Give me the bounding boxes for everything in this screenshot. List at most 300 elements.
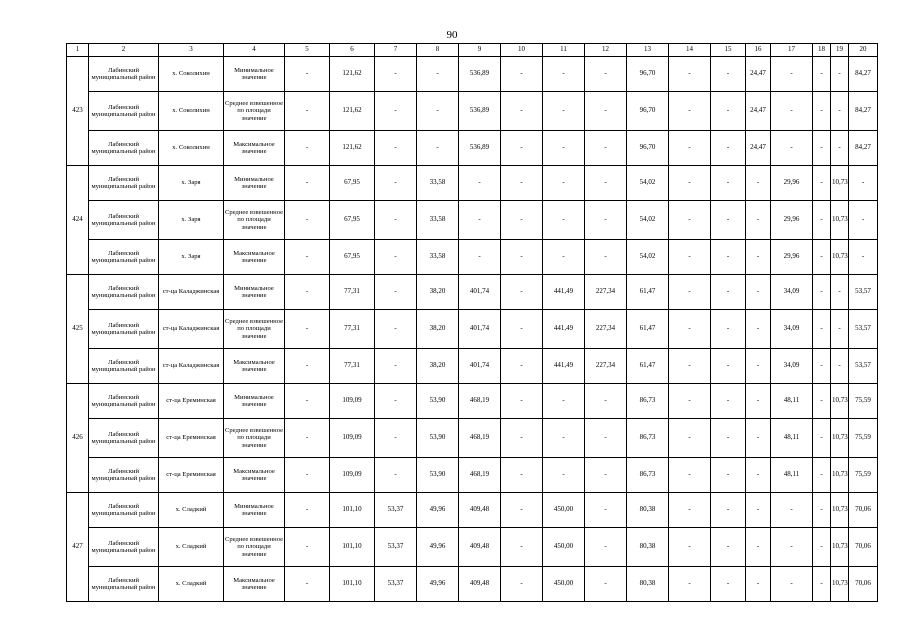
- value-cell: 109,09: [330, 384, 375, 419]
- value-cell: -: [669, 493, 711, 528]
- row-number: 427: [67, 493, 89, 602]
- value-cell: 401,74: [459, 275, 501, 310]
- value-cell: 77,31: [330, 349, 375, 384]
- value-cell: 38,20: [417, 349, 459, 384]
- value-cell: 53,37: [375, 567, 417, 602]
- value-cell: -: [501, 201, 543, 240]
- value-cell: 53,57: [849, 275, 878, 310]
- district-cell: Лабинский муниципальный район: [89, 493, 159, 528]
- value-cell: 536,89: [459, 131, 501, 166]
- value-cell: 53,57: [849, 349, 878, 384]
- district-cell: Лабинский муниципальный район: [89, 275, 159, 310]
- row-number: 426: [67, 384, 89, 493]
- value-cell: -: [669, 201, 711, 240]
- value-cell: -: [669, 240, 711, 275]
- value-cell: -: [849, 201, 878, 240]
- table-row: [67, 567, 878, 602]
- value-cell: -: [831, 57, 849, 92]
- value-cell: 409,48: [459, 567, 501, 602]
- column-header: 9: [459, 44, 501, 57]
- value-cell: -: [711, 201, 746, 240]
- value-cell: -: [711, 240, 746, 275]
- settlement-cell: х. Сладкий: [159, 528, 224, 567]
- value-cell: -: [813, 419, 831, 458]
- value-cell: 29,96: [771, 201, 813, 240]
- value-cell: -: [543, 384, 585, 419]
- value-cell: -: [459, 201, 501, 240]
- value-cell: -: [669, 458, 711, 493]
- value-cell: -: [459, 240, 501, 275]
- value-cell: 67,95: [330, 201, 375, 240]
- value-cell: 80,38: [627, 567, 669, 602]
- value-cell: -: [501, 528, 543, 567]
- value-cell: 48,11: [771, 384, 813, 419]
- table-row: [67, 310, 878, 349]
- value-type-cell: Среднее взвешенное по площади значение: [224, 201, 285, 240]
- value-cell: -: [285, 166, 330, 201]
- district-cell: Лабинский муниципальный район: [89, 419, 159, 458]
- settlement-cell: х. Соколихин: [159, 92, 224, 131]
- district-cell: Лабинский муниципальный район: [89, 384, 159, 419]
- value-cell: 121,62: [330, 131, 375, 166]
- column-header: 4: [224, 44, 285, 57]
- value-cell: 75,59: [849, 384, 878, 419]
- value-cell: 61,47: [627, 275, 669, 310]
- value-cell: 38,20: [417, 275, 459, 310]
- value-type-cell: Максимальное значение: [224, 458, 285, 493]
- value-cell: 86,73: [627, 384, 669, 419]
- district-cell: Лабинский муниципальный район: [89, 131, 159, 166]
- value-cell: -: [669, 567, 711, 602]
- value-cell: -: [813, 458, 831, 493]
- value-cell: -: [669, 419, 711, 458]
- value-cell: -: [285, 528, 330, 567]
- value-cell: 24,47: [746, 131, 771, 166]
- value-cell: -: [375, 458, 417, 493]
- value-cell: 10,73: [831, 201, 849, 240]
- value-cell: -: [813, 201, 831, 240]
- value-cell: -: [669, 92, 711, 131]
- value-cell: -: [585, 528, 627, 567]
- table-row: [67, 240, 878, 275]
- value-cell: 33,58: [417, 240, 459, 275]
- value-cell: -: [375, 419, 417, 458]
- district-cell: Лабинский муниципальный район: [89, 310, 159, 349]
- value-cell: 468,19: [459, 458, 501, 493]
- value-cell: 84,27: [849, 57, 878, 92]
- value-cell: 86,73: [627, 458, 669, 493]
- value-cell: -: [813, 528, 831, 567]
- column-header: 13: [627, 44, 669, 57]
- value-cell: -: [746, 493, 771, 528]
- value-cell: -: [669, 310, 711, 349]
- value-cell: 468,19: [459, 384, 501, 419]
- value-cell: -: [375, 349, 417, 384]
- column-header: 8: [417, 44, 459, 57]
- table-row: [67, 166, 878, 201]
- district-cell: Лабинский муниципальный район: [89, 528, 159, 567]
- value-cell: -: [543, 166, 585, 201]
- column-header: 20: [849, 44, 878, 57]
- column-header: 11: [543, 44, 585, 57]
- column-header: 18: [813, 44, 831, 57]
- page-number: 90: [446, 29, 458, 41]
- value-cell: -: [585, 458, 627, 493]
- value-cell: 80,38: [627, 493, 669, 528]
- value-cell: 33,58: [417, 201, 459, 240]
- value-cell: -: [746, 240, 771, 275]
- value-cell: 77,31: [330, 310, 375, 349]
- value-cell: -: [746, 166, 771, 201]
- value-cell: -: [285, 201, 330, 240]
- value-cell: -: [746, 567, 771, 602]
- value-cell: 54,02: [627, 166, 669, 201]
- settlement-cell: ст-ца Ереминская: [159, 384, 224, 419]
- value-cell: -: [771, 92, 813, 131]
- value-cell: -: [585, 240, 627, 275]
- value-cell: -: [711, 57, 746, 92]
- settlement-cell: х. Заря: [159, 166, 224, 201]
- column-header: 10: [501, 44, 543, 57]
- value-cell: -: [771, 57, 813, 92]
- value-cell: 84,27: [849, 92, 878, 131]
- value-cell: 33,58: [417, 166, 459, 201]
- value-cell: -: [375, 201, 417, 240]
- value-cell: -: [501, 349, 543, 384]
- value-cell: -: [285, 310, 330, 349]
- table-row: [67, 419, 878, 458]
- column-header: 6: [330, 44, 375, 57]
- value-cell: -: [285, 240, 330, 275]
- settlement-cell: ст-ца Каладжинская: [159, 275, 224, 310]
- value-cell: 70,06: [849, 567, 878, 602]
- value-cell: 96,70: [627, 57, 669, 92]
- value-cell: 48,11: [771, 458, 813, 493]
- value-cell: 53,37: [375, 528, 417, 567]
- value-cell: -: [501, 57, 543, 92]
- settlement-cell: х. Соколихин: [159, 57, 224, 92]
- value-cell: 10,73: [831, 240, 849, 275]
- table-row: [67, 493, 878, 528]
- value-cell: 61,47: [627, 349, 669, 384]
- value-cell: 227,34: [585, 310, 627, 349]
- value-cell: -: [285, 458, 330, 493]
- value-cell: -: [501, 166, 543, 201]
- value-cell: -: [746, 528, 771, 567]
- value-cell: 409,48: [459, 493, 501, 528]
- value-cell: -: [501, 275, 543, 310]
- value-type-cell: Максимальное значение: [224, 349, 285, 384]
- settlement-cell: ст-ца Ереминская: [159, 419, 224, 458]
- value-cell: -: [746, 201, 771, 240]
- value-cell: -: [669, 131, 711, 166]
- value-cell: -: [771, 528, 813, 567]
- value-cell: -: [585, 92, 627, 131]
- value-cell: -: [543, 57, 585, 92]
- value-cell: 75,59: [849, 419, 878, 458]
- value-cell: -: [375, 57, 417, 92]
- value-cell: 121,62: [330, 57, 375, 92]
- column-header: 15: [711, 44, 746, 57]
- value-cell: -: [813, 240, 831, 275]
- row-number: 424: [67, 166, 89, 275]
- value-type-cell: Минимальное значение: [224, 57, 285, 92]
- value-cell: -: [849, 166, 878, 201]
- value-cell: 34,09: [771, 275, 813, 310]
- value-cell: -: [771, 131, 813, 166]
- value-cell: -: [813, 92, 831, 131]
- value-cell: -: [746, 458, 771, 493]
- value-cell: -: [849, 240, 878, 275]
- value-cell: 450,00: [543, 567, 585, 602]
- value-cell: 67,95: [330, 240, 375, 275]
- value-cell: -: [813, 567, 831, 602]
- column-header: 1: [67, 44, 89, 57]
- value-cell: -: [746, 310, 771, 349]
- value-cell: -: [375, 275, 417, 310]
- table-row: [67, 92, 878, 131]
- row-number: 423: [67, 57, 89, 166]
- value-cell: -: [831, 275, 849, 310]
- value-cell: 54,02: [627, 201, 669, 240]
- value-cell: 53,90: [417, 458, 459, 493]
- column-header: 19: [831, 44, 849, 57]
- value-cell: -: [771, 493, 813, 528]
- value-cell: 227,34: [585, 275, 627, 310]
- value-cell: -: [711, 458, 746, 493]
- table-row: [67, 458, 878, 493]
- settlement-cell: ст-ца Каладжинская: [159, 349, 224, 384]
- value-cell: 409,48: [459, 528, 501, 567]
- value-cell: -: [543, 92, 585, 131]
- value-cell: -: [831, 349, 849, 384]
- value-cell: -: [813, 131, 831, 166]
- value-cell: 29,96: [771, 166, 813, 201]
- value-cell: -: [285, 349, 330, 384]
- settlement-cell: ст-ца Ереминская: [159, 458, 224, 493]
- value-cell: -: [711, 349, 746, 384]
- value-cell: -: [813, 166, 831, 201]
- district-cell: Лабинский муниципальный район: [89, 166, 159, 201]
- value-cell: -: [459, 166, 501, 201]
- value-cell: -: [831, 310, 849, 349]
- table-body: [67, 57, 878, 602]
- value-cell: 401,74: [459, 349, 501, 384]
- district-cell: Лабинский муниципальный район: [89, 201, 159, 240]
- row-number: 425: [67, 275, 89, 384]
- value-cell: -: [501, 384, 543, 419]
- settlement-cell: ст-ца Каладжинская: [159, 310, 224, 349]
- value-cell: 34,09: [771, 310, 813, 349]
- value-cell: 401,74: [459, 310, 501, 349]
- value-cell: 10,73: [831, 528, 849, 567]
- value-cell: -: [501, 419, 543, 458]
- table-row: [67, 275, 878, 310]
- value-cell: -: [285, 419, 330, 458]
- value-cell: 101,10: [330, 528, 375, 567]
- district-cell: Лабинский муниципальный район: [89, 92, 159, 131]
- value-cell: -: [771, 567, 813, 602]
- value-cell: -: [813, 57, 831, 92]
- value-cell: 53,90: [417, 419, 459, 458]
- value-cell: -: [375, 384, 417, 419]
- value-cell: -: [417, 57, 459, 92]
- value-cell: -: [417, 131, 459, 166]
- settlement-cell: х. Заря: [159, 240, 224, 275]
- column-header: 14: [669, 44, 711, 57]
- value-cell: -: [585, 384, 627, 419]
- table-row: [67, 384, 878, 419]
- value-type-cell: Минимальное значение: [224, 275, 285, 310]
- value-cell: 49,96: [417, 493, 459, 528]
- value-cell: 53,90: [417, 384, 459, 419]
- table-row: [67, 131, 878, 166]
- value-type-cell: Максимальное значение: [224, 240, 285, 275]
- value-cell: -: [813, 349, 831, 384]
- value-cell: -: [501, 131, 543, 166]
- value-cell: 29,96: [771, 240, 813, 275]
- value-cell: -: [669, 57, 711, 92]
- district-cell: Лабинский муниципальный район: [89, 57, 159, 92]
- value-cell: -: [669, 275, 711, 310]
- value-cell: -: [585, 201, 627, 240]
- value-cell: 49,96: [417, 528, 459, 567]
- value-cell: 10,73: [831, 493, 849, 528]
- value-type-cell: Среднее взвешенное по площади значение: [224, 419, 285, 458]
- value-cell: 54,02: [627, 240, 669, 275]
- settlement-cell: х. Сладкий: [159, 493, 224, 528]
- value-type-cell: Минимальное значение: [224, 166, 285, 201]
- value-cell: 53,57: [849, 310, 878, 349]
- value-cell: 34,09: [771, 349, 813, 384]
- value-cell: 10,73: [831, 166, 849, 201]
- table-row: [67, 57, 878, 92]
- data-table: [66, 43, 878, 602]
- value-cell: -: [585, 131, 627, 166]
- column-header: 5: [285, 44, 330, 57]
- value-cell: -: [543, 419, 585, 458]
- value-cell: 536,89: [459, 57, 501, 92]
- value-type-cell: Минимальное значение: [224, 493, 285, 528]
- value-cell: -: [285, 275, 330, 310]
- table-row: [67, 349, 878, 384]
- value-cell: -: [711, 92, 746, 131]
- value-cell: 450,00: [543, 528, 585, 567]
- column-header: 16: [746, 44, 771, 57]
- column-header: 12: [585, 44, 627, 57]
- value-cell: -: [417, 92, 459, 131]
- value-cell: -: [543, 458, 585, 493]
- value-cell: -: [711, 384, 746, 419]
- value-cell: -: [669, 166, 711, 201]
- value-type-cell: Среднее взвешенное по площади значение: [224, 528, 285, 567]
- value-cell: 49,96: [417, 567, 459, 602]
- value-cell: 38,20: [417, 310, 459, 349]
- value-cell: -: [285, 92, 330, 131]
- value-cell: -: [375, 166, 417, 201]
- value-cell: 77,31: [330, 275, 375, 310]
- value-cell: -: [585, 57, 627, 92]
- value-cell: 441,49: [543, 275, 585, 310]
- value-cell: -: [585, 419, 627, 458]
- value-cell: -: [585, 493, 627, 528]
- value-cell: -: [285, 131, 330, 166]
- value-cell: 48,11: [771, 419, 813, 458]
- value-cell: -: [669, 384, 711, 419]
- value-cell: -: [746, 419, 771, 458]
- value-cell: 24,47: [746, 57, 771, 92]
- value-cell: 70,06: [849, 528, 878, 567]
- value-cell: -: [711, 528, 746, 567]
- value-cell: -: [746, 384, 771, 419]
- value-cell: -: [669, 349, 711, 384]
- value-cell: 441,49: [543, 310, 585, 349]
- value-cell: 101,10: [330, 493, 375, 528]
- value-cell: -: [813, 493, 831, 528]
- settlement-cell: х. Сладкий: [159, 567, 224, 602]
- value-cell: -: [375, 310, 417, 349]
- table-row: [67, 528, 878, 567]
- settlement-cell: х. Заря: [159, 201, 224, 240]
- value-cell: -: [711, 310, 746, 349]
- value-type-cell: Максимальное значение: [224, 131, 285, 166]
- value-cell: -: [585, 166, 627, 201]
- value-cell: 61,47: [627, 310, 669, 349]
- value-cell: 96,70: [627, 131, 669, 166]
- value-cell: -: [501, 458, 543, 493]
- value-cell: -: [285, 57, 330, 92]
- value-cell: 441,49: [543, 349, 585, 384]
- value-type-cell: Среднее взвешенное по площади значение: [224, 92, 285, 131]
- value-cell: 109,09: [330, 419, 375, 458]
- value-cell: -: [711, 493, 746, 528]
- value-cell: -: [501, 567, 543, 602]
- value-cell: 121,62: [330, 92, 375, 131]
- value-cell: -: [813, 275, 831, 310]
- value-cell: -: [375, 92, 417, 131]
- value-cell: -: [711, 275, 746, 310]
- value-cell: -: [543, 240, 585, 275]
- value-cell: -: [711, 166, 746, 201]
- value-cell: -: [831, 92, 849, 131]
- value-cell: -: [813, 310, 831, 349]
- column-header: 17: [771, 44, 813, 57]
- value-cell: 86,73: [627, 419, 669, 458]
- value-cell: 70,06: [849, 493, 878, 528]
- value-cell: 10,73: [831, 567, 849, 602]
- value-cell: -: [746, 275, 771, 310]
- value-cell: 10,73: [831, 458, 849, 493]
- value-cell: -: [711, 419, 746, 458]
- value-cell: -: [285, 384, 330, 419]
- value-cell: 10,73: [831, 419, 849, 458]
- value-cell: -: [375, 131, 417, 166]
- column-header: 7: [375, 44, 417, 57]
- value-cell: 84,27: [849, 131, 878, 166]
- value-cell: 96,70: [627, 92, 669, 131]
- value-cell: -: [585, 567, 627, 602]
- value-cell: -: [831, 131, 849, 166]
- value-cell: 450,00: [543, 493, 585, 528]
- value-cell: -: [501, 240, 543, 275]
- value-cell: 24,47: [746, 92, 771, 131]
- value-cell: -: [711, 567, 746, 602]
- value-cell: -: [543, 201, 585, 240]
- value-cell: -: [375, 240, 417, 275]
- district-cell: Лабинский муниципальный район: [89, 567, 159, 602]
- value-cell: 67,95: [330, 166, 375, 201]
- value-cell: 468,19: [459, 419, 501, 458]
